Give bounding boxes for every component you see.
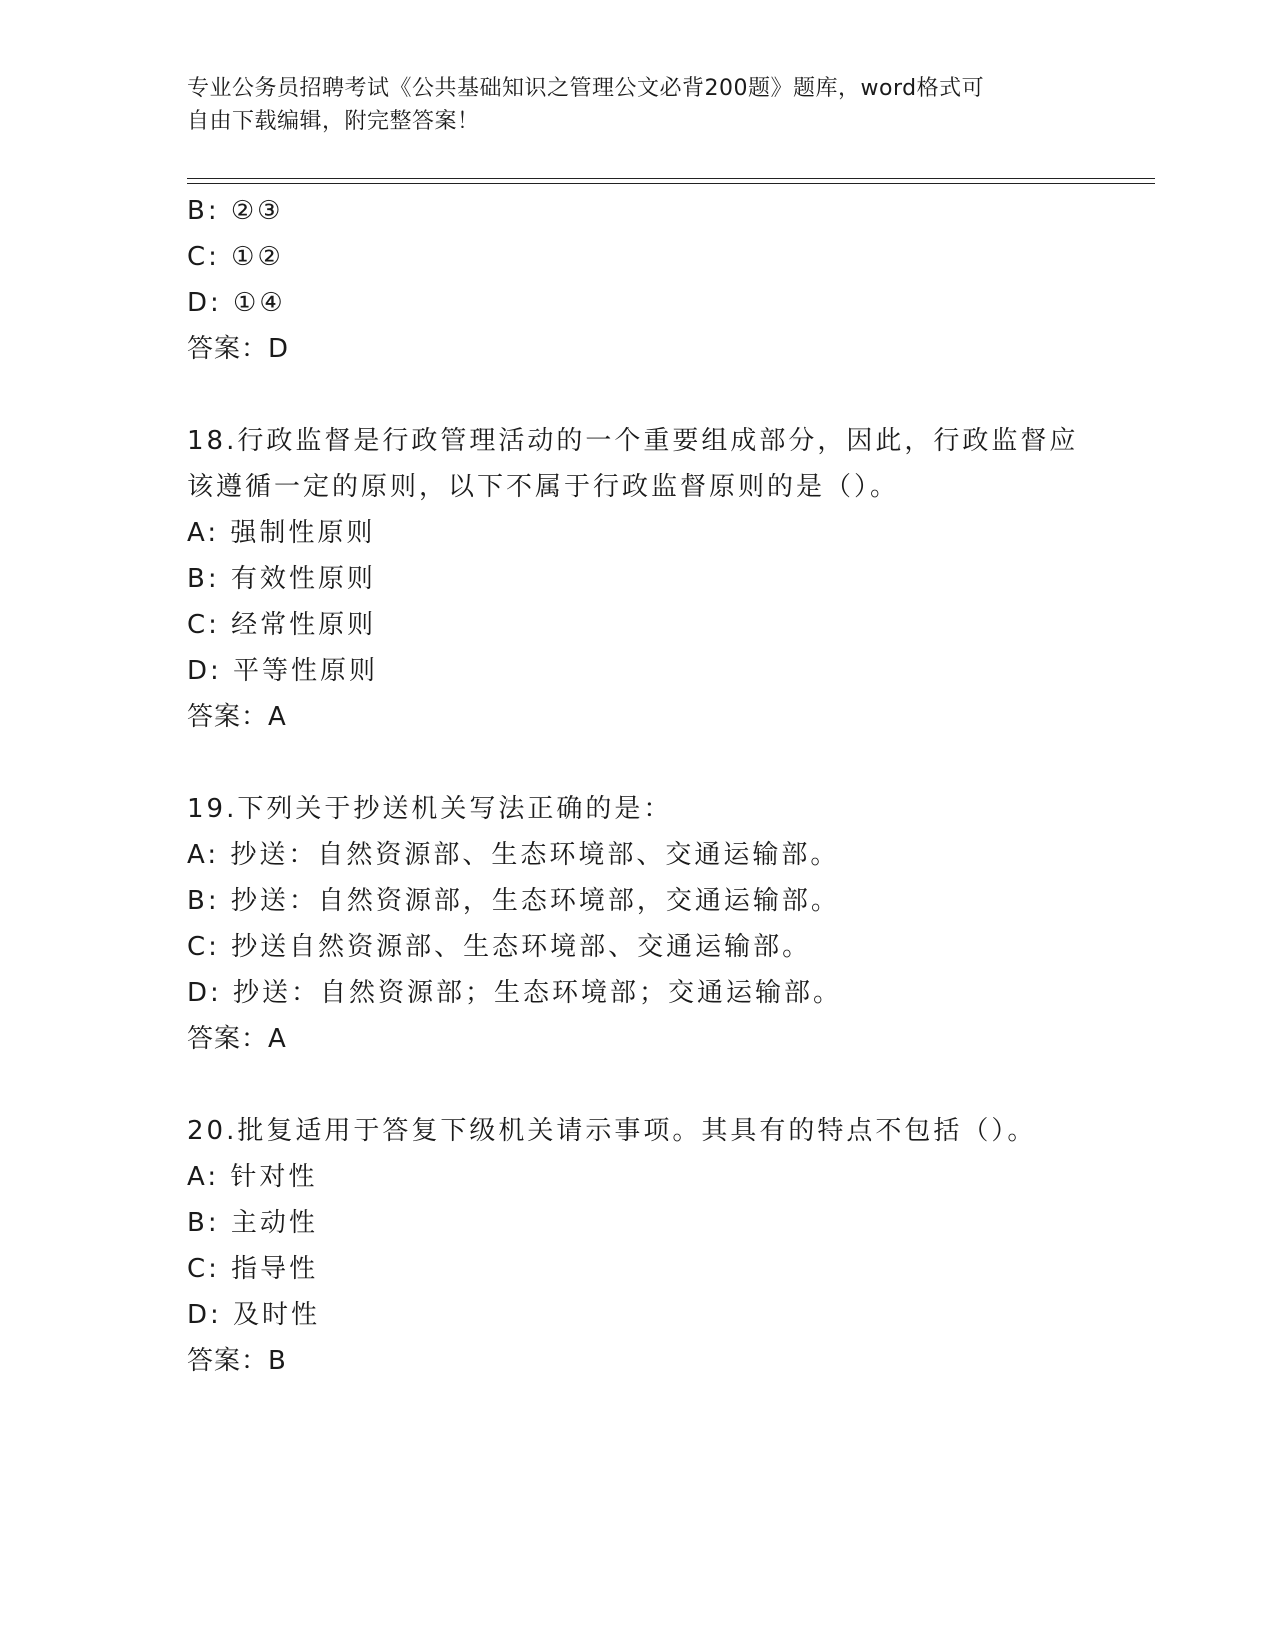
question-stem: 20.批复适用于答复下级机关请示事项。其具有的特点不包括（）。 [187,1116,1037,1146]
document-header [187,72,1067,138]
option-d: D: 平等性原则 [187,656,379,686]
option-b: B: 抄送：自然资源部，生态环境部，交通运输部。 [187,886,840,916]
option-d: D: 抄送：自然资源部；生态环境部；交通运输部。 [187,978,843,1008]
option-a: A: 抄送：自然资源部、生态环境部、交通运输部。 [187,840,840,870]
question-block-20 [187,1108,1087,1384]
option-a: A: 针对性 [187,1162,318,1192]
option-a: A: 强制性原则 [187,518,376,548]
option-d: D: 及时性 [187,1300,321,1330]
option-b: B: 主动性 [187,1208,318,1238]
option-b: B: ②③ [187,196,284,226]
header-line-2: 自由下载编辑，附完整答案！ [187,109,480,134]
option-b: B: 有效性原则 [187,564,376,594]
question-block-18 [187,418,1087,740]
question-stem: 19.下列关于抄送机关写法正确的是： [187,794,673,824]
header-line-1: 专业公务员招聘考试《公共基础知识之管理公文必背200题》题库，word格式可 [187,76,985,101]
option-d: D: ①④ [187,288,286,318]
question-list [187,188,1087,1384]
option-c: C: ①② [187,242,284,272]
question-stem-continued: 该遵循一定的原则，以下不属于行政监督原则的是（）。 [187,472,900,502]
answer-line: 答案：B [187,1346,287,1376]
answer-line: 答案：A [187,702,287,732]
answer-line: 答案：A [187,1024,287,1054]
option-c: C: 指导性 [187,1254,319,1284]
option-c: C: 抄送自然资源部、生态环境部、交通运输部。 [187,932,812,962]
header-divider-bottom [187,183,1155,184]
option-c: C: 经常性原则 [187,610,377,640]
question-block-17 [187,188,1087,372]
question-block-19 [187,786,1087,1062]
header-divider-top [187,178,1155,179]
question-stem: 18.行政监督是行政管理活动的一个重要组成部分，因此，行政监督应 [187,426,1079,456]
answer-line: 答案：D [187,334,290,364]
